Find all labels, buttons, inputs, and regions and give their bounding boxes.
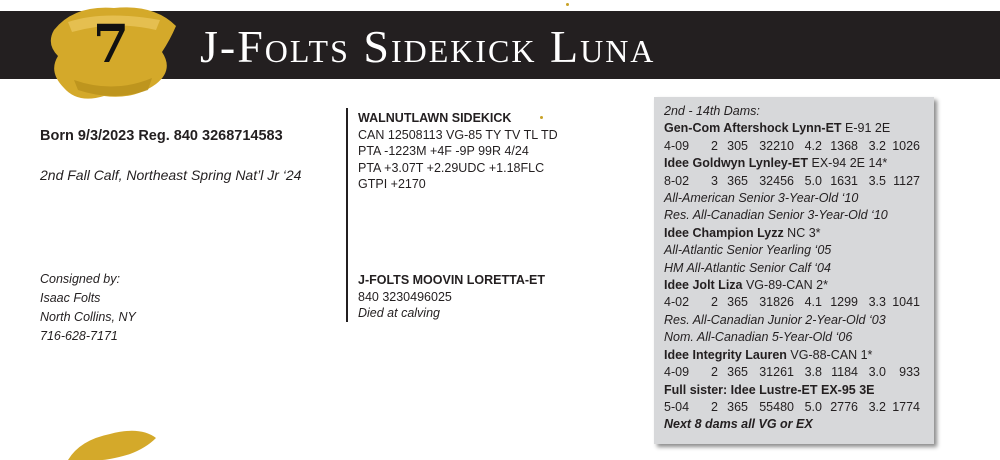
record-protein-pct: 3.2 [868,399,886,414]
dam-entry-class: VG-89-CAN 2* [742,278,828,293]
dam-entry [664,120,929,137]
record-fat-pct: 4.2 [804,138,822,153]
dam-entry-name: Idee Goldwyn Lynley-ET [664,156,809,171]
sire-line: GTPI +2170 [358,177,426,191]
dam-entry-name: Idee Champion Lyzz [664,225,784,240]
record-protein-lbs: 1774 [892,399,920,414]
birth-registration: Born 9/3/2023 Reg. 840 3268714583 [40,128,283,144]
record-days: 365 [727,173,748,188]
record-protein-lbs: 933 [899,365,920,380]
gold-brush-corner [60,420,160,460]
page-title: J-Folts Sidekick Luna [200,21,656,72]
honor-line: Nom. All-Canadian 5-Year-Old ‘06 [664,330,853,345]
dam-note: Died at calving [358,306,440,320]
record-age: 8-02 [664,173,690,188]
record-fat-pct: 3.8 [804,365,822,380]
lot-number: 7 [92,14,130,75]
honor-line: HM All-Atlantic Senior Calf ‘04 [664,260,831,275]
record-fat-pct: 5.0 [804,399,822,414]
record-milkings: 2 [711,138,718,153]
dam-entry-class: EX-94 2E 14* [808,156,888,171]
sire-line: PTA +3.07T +2.29UDC +1.18FLC [358,160,545,175]
record-age: 4-09 [664,365,690,380]
record-protein-pct: 3.0 [868,365,886,380]
dam-entry-class: EX-95 3E [817,382,875,397]
dam-name: J-FOLTS MOOVIN LORETTA-ET [358,273,546,287]
consignor-phone: 716-628-7171 [40,329,118,343]
record-milkings: 3 [711,173,718,188]
record-milk: 31261 [759,365,794,380]
dam-entry-class: VG-88-CAN 1* [786,347,873,362]
dam-entry [664,347,929,364]
record-fat-lbs: 2776 [830,399,858,414]
record-milk: 31826 [759,295,794,310]
dams-footer: Next 8 dams all VG or EX [664,417,813,432]
record-fat-lbs: 1631 [830,173,858,188]
pedigree-divider [346,108,348,322]
dam-registration: 840 3230496025 [358,289,452,304]
record-age: 4-02 [664,295,690,310]
sire-block [358,110,558,193]
record-protein-pct: 3.2 [868,138,886,153]
dams-box [654,97,934,444]
honor-line: All-Atlantic Senior Yearling ‘05 [664,243,832,258]
record-milk: 55480 [759,399,794,414]
record-fat-pct: 5.0 [804,173,822,188]
gold-speck [566,3,569,6]
production-record [664,138,920,155]
honor-line: All-American Senior 3-Year-Old ‘10 [664,191,859,206]
record-milkings: 2 [711,365,718,380]
sire-name: WALNUTLAWN SIDEKICK [358,111,512,125]
record-days: 365 [727,399,748,414]
record-fat-lbs: 1368 [830,138,858,153]
record-protein-lbs: 1041 [892,295,920,310]
record-days: 305 [727,138,748,153]
dam-block [358,272,545,322]
record-days: 365 [727,295,748,310]
production-record [664,364,920,381]
dam-entry-name: Full sister: Idee Lustre-ET [664,382,818,397]
dam-entry-class: NC 3* [783,225,821,240]
consignor-block [40,270,136,346]
record-milk: 32456 [759,173,794,188]
record-fat-pct: 4.1 [804,295,822,310]
record-protein-pct: 3.5 [868,173,886,188]
record-milkings: 2 [711,295,718,310]
record-fat-lbs: 1299 [830,295,858,310]
dam-entry [664,225,929,242]
record-fat-lbs: 1184 [831,365,858,380]
production-record [664,294,920,311]
sire-line: PTA -1223M +4F -9P 99R 4/24 [358,144,529,158]
sire-line: CAN 12508113 VG-85 TY TV TL TD [358,127,558,142]
dam-entry-name: Idee Jolt Liza [664,278,743,293]
production-record [664,173,920,190]
record-protein-pct: 3.3 [868,295,886,310]
consignor-name: Isaac Folts [40,291,101,305]
consignor-label: Consigned by: [40,272,120,286]
record-age: 4-09 [664,138,690,153]
dam-entry [664,155,929,172]
production-record [664,399,920,416]
record-milkings: 2 [711,399,718,414]
record-protein-lbs: 1127 [893,173,920,188]
record-protein-lbs: 1026 [892,138,920,153]
dam-entry-name: Idee Integrity Lauren [664,347,787,362]
dams-header: 2nd - 14th Dams: [664,104,760,118]
dam-entry-class: E-91 2E [841,121,891,136]
honor-line: Res. All-Canadian Senior 3-Year-Old ‘10 [664,208,888,223]
show-result: 2nd Fall Calf, Northeast Spring Nat’l Jr ‘24 [40,167,302,183]
dam-entry [664,382,929,399]
record-age: 5-04 [664,399,690,414]
record-milk: 32210 [759,138,794,153]
consignor-city: North Collins, NY [40,310,136,324]
dam-entry-name: Gen-Com Aftershock Lynn-ET [664,121,842,136]
dam-entry [664,277,929,294]
record-days: 365 [727,365,748,380]
honor-line: Res. All-Canadian Junior 2-Year-Old ‘03 [664,312,886,327]
